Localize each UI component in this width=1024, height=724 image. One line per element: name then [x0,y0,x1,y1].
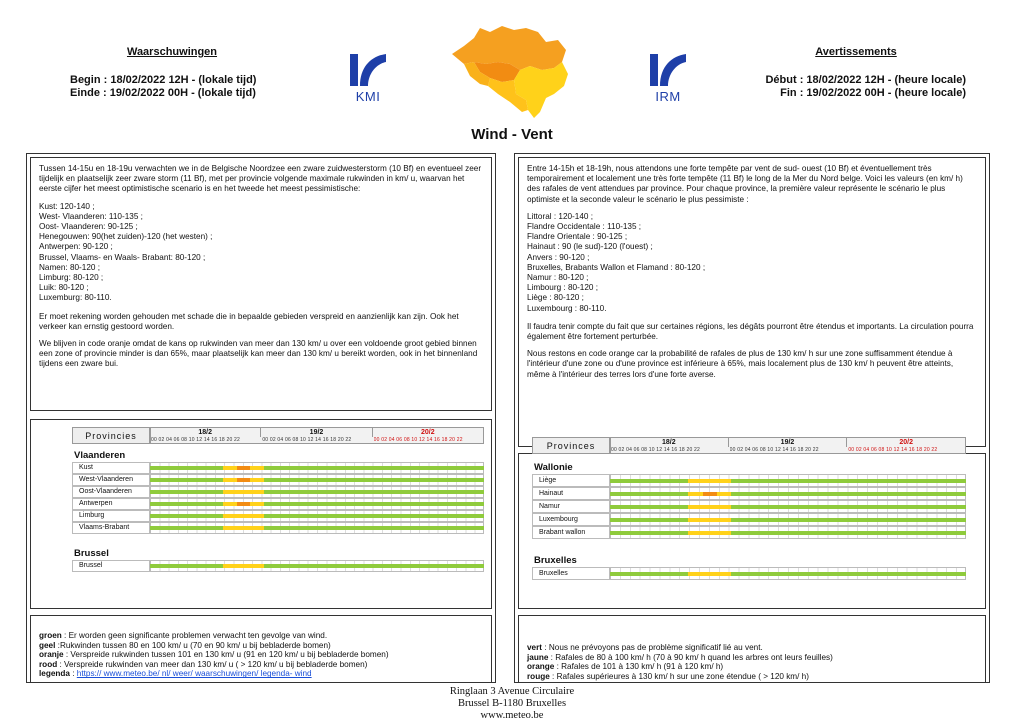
timeline-bar-yellow [688,505,731,509]
timeline-bar-green [264,526,484,530]
nl-paragraph-3: We blijven in code oranje omdat de kans op rukwinden van meer dan 130 km/ u over een voldoende groot gebied binnen een zone of provincie minder is dan 65%, maar plaatselijk kan meer dan 130 km/ u bereikt worden, ook in het binnenland tijdens een zware bui. [39,339,478,369]
timeline-bar-green [731,518,966,522]
timeline-bar-yellow [223,466,236,470]
timeline-bar-green [150,466,223,470]
timeline-row-label: Kust [72,462,150,474]
fr-legend-key: rouge [527,671,550,681]
fr-legend-item [527,672,977,682]
belgium-map [450,24,572,120]
timeline-bar-green [264,502,484,506]
nl-legend-text: :Rukwinden tussen 80 en 100 km/ u (70 en 90 km/ u bij bebladerde bomen) [55,640,331,650]
timeline-bar-yellow [223,514,263,518]
nl-paragraph-1: Tussen 14-15u en 18-19u verwachten we in de Belgische Noordzee een zware zuidwesterstorm (10 Bf) en eventueel zeer tijdelijk en plaatselijk zeer zware storm (11 Bf), met per provincie volgende maximale rukwinden in km/ u, waarvan het eerste cijfer het meest optimistische scenario is en het tweede het meest pessimistische: [39,164,482,194]
timeline-day-label: 18/2 [150,428,261,437]
timeline-row-label: Namur [532,500,610,513]
timeline-bar-green [610,492,688,496]
timeline-day-label: 18/2 [610,438,729,447]
timeline-bar-green [264,478,484,482]
fr-gust-line: Anvers : 90-120 ; [527,252,590,262]
nl-legend-text: : Er worden geen significante problemen verwacht ten gevolge van wind. [61,631,328,640]
fr-legend-text: : Rafales supérieures à 130 km/ h sur une zone étendue ( > 120 km/ h) [549,671,809,681]
timeline-hour-labels: 00 02 04 06 08 10 12 14 16 18 20 22 [848,447,938,453]
fr-gust-line: Limbourg : 80-120 ; [527,283,599,293]
timeline-bar-green [731,531,966,535]
nl-legend-text: : [69,669,77,679]
timeline-bar-yellow [688,492,702,496]
nl-gust-line: Brussel, Vlaams- en Waals- Brabant: 80-120 ; [39,252,206,262]
footer-address [362,686,662,722]
nl-legend-key: legenda [39,669,70,679]
timeline-row-label: Vlaams-Brabant [72,522,150,534]
timeline-day-label: 19/2 [729,438,848,447]
nl-legend-key: groen [39,631,62,640]
timeline-bar-yellow [250,466,263,470]
timeline-day-label: 20/2 [373,428,484,437]
timeline-bar-orange [237,478,250,482]
timeline-bar-green [731,479,966,483]
timeline-bar-yellow [223,490,263,494]
timeline-hour-labels: 00 02 04 06 08 10 12 14 16 18 20 22 [151,437,241,443]
nl-gust-line: Luxemburg: 80-110. [39,293,112,303]
timeline-bar-yellow [250,502,263,506]
timeline-bar-green [731,492,966,496]
timeline-bar-green [610,518,688,522]
timeline-bar-green [264,564,484,568]
fr-legend-key: jaune [527,652,549,662]
timeline-bar-yellow [223,564,263,568]
header-right-begin: Début : 18/02/2022 12H - (heure locale) [765,74,966,86]
timeline-provinces-header: Provincies [72,427,150,444]
fr-gust-line: Namur : 80-120 ; [527,273,589,283]
timeline-row-label: Oost-Vlaanderen [72,486,150,498]
fr-paragraph-3: Nous restons en code orange car la probabilité de rafales de plus de 130 km/ h sur une zone suffisamment étendue à l'intérieur d'une zone ou d'une province est inférieure à 65%, mais localement plus de 130 km/ h peuvent être atteints, même à l'intérieur des terres lors d'une forte averse. [527,349,954,379]
timeline-day-label: 20/2 [847,438,966,447]
nl-timeline [72,427,484,603]
fr-gust-line: Flandre Occidentale : 110-135 ; [527,222,642,232]
nl-legend-text: : Verspreide rukwinden tussen 101 en 130 km/ u (91 en 120 km/ u bij bebladerde bomen) [63,650,389,660]
header-right-end: Fin : 19/02/2022 00H - (heure locale) [780,87,966,99]
nl-gust-line: Henegouwen: 90(het zuiden)-120 (het westen) ; [39,232,213,242]
timeline-bar-green [150,514,223,518]
timeline-bar-orange [237,502,250,506]
nl-gust-line: Luik: 80-120 ; [39,283,89,293]
fr-paragraph-2: Il faudra tenir compte du fait que sur certaines régions, les dégâts pourront être étendus et importants. La circulation pourra également être fortement perturbée. [527,321,974,342]
fr-gust-line: Hainaut : 90 (le sud)-120 (l'ouest) ; [527,242,653,252]
fr-gust-line: Littoral : 120-140 ; [527,211,593,221]
fr-gust-line: Liège : 80-120 ; [527,293,584,303]
timeline-bar-green [150,564,223,568]
nl-paragraph-2: Er moet rekening worden gehouden met schade die in bepaalde gebieden verspreid en aanzienlijk kan zijn. Ook het verkeer kan ernstig gestoord worden. [39,311,459,331]
irm-logo-text: IRM [655,89,681,104]
timeline-bar-green [731,505,966,509]
fr-legend-text: : Rafales de 80 à 100 km/ h (70 à 90 km/ h quand les arbres ont leurs feuilles) [548,652,833,662]
timeline-bar-green [610,572,688,576]
timeline-bar-green [150,502,223,506]
nl-text-box [30,157,492,411]
nl-legend-key: geel [39,640,56,650]
fr-legend-key: vert [527,643,543,652]
timeline-bar-yellow [688,479,731,483]
timeline-row-label: Bruxelles [532,567,610,580]
nl-gust-line: Oost- Vlaanderen: 90-125 ; [39,222,138,232]
nl-legend-item [39,650,483,660]
timeline-bar-yellow [688,531,731,535]
kmi-logo [346,52,390,102]
timeline-row-label: Liège [532,474,610,487]
nl-legend-key: oranje [39,650,64,660]
timeline-bar-yellow [688,518,731,522]
timeline-hour-labels: 00 02 04 06 08 10 12 14 16 18 20 22 [611,447,701,453]
fr-text-box [518,157,986,447]
timeline-row-label: Antwerpen [72,498,150,510]
legend-link[interactable]: https:// www.meteo.be/ nl/ weer/ waarschuwingen/ legenda- wind [76,669,312,679]
fr-legend-text: : Rafales de 101 à 130 km/ h (91 à 120 km/ h) [554,662,724,672]
timeline-bar-green [264,514,484,518]
timeline-bar-green [150,490,223,494]
timeline-row-label: Luxembourg [532,513,610,526]
timeline-row-label: Limburg [72,510,150,522]
timeline-bar-green [610,531,688,535]
timeline-hour-labels: 00 02 04 06 08 10 12 14 16 18 20 22 [729,447,819,453]
timeline-row-label: West-Vlaanderen [72,474,150,486]
timeline-bar-green [731,572,966,576]
nl-legend-item [39,641,483,651]
timeline-hour-labels: 00 02 04 06 08 10 12 14 16 18 20 22 [262,437,352,443]
timeline-region-label: Vlaanderen [74,450,126,461]
timeline-row-label: Brussel [72,560,150,572]
nl-gust-line: Limburg: 80-120 ; [39,273,104,283]
timeline-bar-orange [703,492,717,496]
nl-gust-line: Antwerpen: 90-120 ; [39,242,113,252]
timeline-bar-green [150,478,223,482]
nl-gust-line: Namen: 80-120 ; [39,262,100,272]
kmi-logo-mark [346,52,390,88]
nl-legend-item [39,669,483,679]
timeline-bar-orange [237,466,250,470]
header-left-title: Waarschuwingen [126,46,218,58]
timeline-provinces-header: Provinces [532,437,610,454]
nl-gust-list [39,202,483,304]
timeline-bar-green [264,490,484,494]
fr-legend-key: orange [527,662,555,672]
fr-legend-item [527,653,977,663]
fr-paragraph-1: Entre 14-15h et 18-19h, nous attendons une forte tempête par vent de sud- ouest (10 Bf) et éventuellement très temporairement et localement une très forte tempête (11 Bf) le long de la Mer du Nord belge. Voici les valeurs (en km/ h) des rafales de vent attendues par province. Pour chaque province, la première valeur représente le scénario le plus optimiste et la seconde valeur le scénario le plus pessimiste : [527,164,963,204]
nl-legend-text: : Verspreide rukwinden van meer dan 130 km/ u ( > 120 km/ u bij bebladerde bomen) [57,659,368,669]
nl-legend-key: rood [39,659,58,669]
nl-gust-line: West- Vlaanderen: 110-135 ; [39,211,143,221]
timeline-bar-yellow [223,478,236,482]
fr-legend-text: : Nous ne prévoyons pas de problème significatif lié au vent. [542,643,763,652]
timeline-bar-green [264,466,484,470]
nl-legend-box [30,615,492,683]
timeline-bar-yellow [688,572,731,576]
header-right-title: Avertissements [815,46,897,58]
fr-legend-box [518,615,986,683]
timeline-region-label: Bruxelles [534,555,577,566]
timeline-bar-green [610,479,688,483]
timeline-row-label: Brabant wallon [532,526,610,539]
kmi-logo-text: KMI [355,89,381,104]
nl-legend-item [39,660,483,670]
irm-logo-mark [646,52,690,88]
header-left-begin: Begin : 18/02/2022 12H - (lokale tijd) [70,74,257,86]
fr-legend-item [527,643,977,653]
fr-legend-item [527,662,977,672]
timeline-bar-yellow [223,502,236,506]
timeline-region-label: Brussel [74,548,109,559]
page-title: Wind - Vent [471,126,553,143]
nl-gust-line: Kust: 120-140 ; [39,201,95,211]
timeline-bar-yellow [250,478,263,482]
timeline-row-label: Hainaut [532,487,610,500]
nl-legend-item [39,631,483,641]
timeline-region-label: Wallonie [534,462,573,473]
timeline-hour-labels: 00 02 04 06 08 10 12 14 16 18 20 22 [373,437,463,443]
footer-line: www.meteo.be [480,710,544,721]
fr-gust-line: Flandre Orientale : 90-125 ; [527,232,628,242]
fr-gust-line: Luxembourg : 80-110. [527,303,607,313]
footer-line: Ringlaan 3 Avenue Circulaire [449,686,575,697]
irm-logo [646,52,690,102]
timeline-bar-yellow [717,492,731,496]
fr-gust-list [527,212,977,314]
timeline-bar-green [610,505,688,509]
fr-gust-line: Bruxelles, Brabants Wallon et Flamand : 80-120 ; [527,262,706,272]
footer-line: Brussel B-1180 Bruxelles [457,698,567,709]
fr-timeline [532,437,966,609]
header-left-end: Einde : 19/02/2022 00H - (lokale tijd) [70,87,256,99]
timeline-bar-green [150,526,223,530]
timeline-day-label: 19/2 [261,428,372,437]
timeline-bar-yellow [223,526,263,530]
